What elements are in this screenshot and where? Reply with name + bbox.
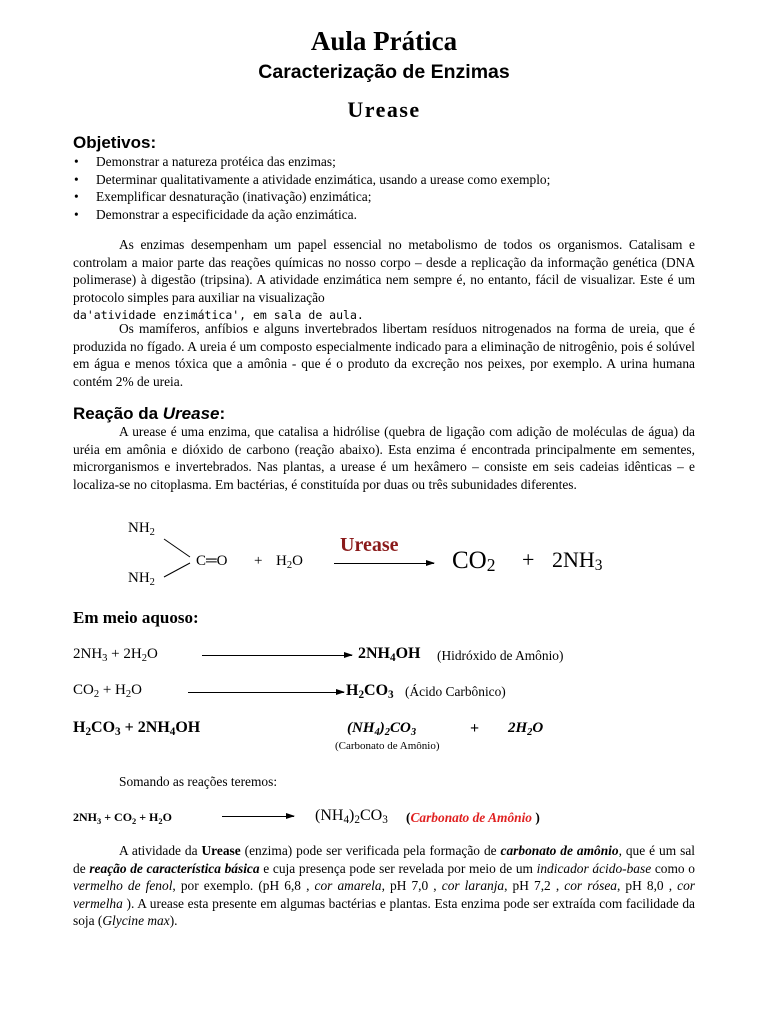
eq4-note: (Carbonato de Amônio ) — [406, 810, 540, 825]
reaction-arrow — [334, 563, 434, 564]
reaction-heading: Reação da Urease: — [73, 404, 226, 423]
nh3-product: $2NH_3$ — [552, 547, 603, 574]
co2-product: $CO_2$ — [452, 547, 496, 575]
objectives-list — [74, 153, 550, 223]
eq3-product: $(NH_4)_2CO_3$ — [347, 720, 417, 738]
eq2-product: $H_2CO_3$ — [346, 682, 394, 701]
eq3-water: $2H_2O$ — [508, 720, 544, 738]
topic-title: Urease — [347, 97, 421, 122]
objective-item: • Exemplificar desnaturação (inativação) enzimática; — [74, 188, 550, 206]
nh2-top-label: $NH_2$ — [128, 520, 155, 538]
eq1-note: (Hidróxido de Amônio) — [437, 648, 564, 663]
eq1-reactants: $2NH_3 + 2H_2O$ — [73, 646, 158, 664]
eq2-arrow — [188, 692, 344, 693]
page-title: Aula Prática — [310, 26, 458, 56]
carbonyl-label: C═O — [196, 553, 228, 569]
objective-item: • Demonstrar a natureza protéica das enzimas; — [74, 153, 550, 171]
objective-item: • Determinar qualitativamente a atividade enzimática, usando a urease como exemplo; — [74, 171, 550, 189]
page-subtitle: Caracterização de Enzimas — [258, 61, 510, 83]
product-plus-sign: + — [522, 547, 535, 572]
closing-paragraph: A atividade da Urease (enzima) pode ser verificada pela formação de carbonato de amônio, que é um sal de reação de característica básica e cuja presença pode ser revelada por meio de um indicador ácido-base como o vermelho de fenol, por exemplo. (pH 6,8 , cor amarela, pH 7,0 , cor laranja, pH 7,2 , cor rósea, pH 8,0 , cor vermelha ). A urease esta presente em algumas bactérias e plantas. Esta enzima pode ser extraída com facilidade da soja (Glycine max). — [73, 843, 695, 929]
objectives-heading: Objetivos: — [73, 133, 157, 152]
urease-enzyme-label: Urease — [340, 534, 399, 556]
eq4-product: $(NH_4)_2CO_3$ — [315, 807, 388, 826]
bond-line-top — [164, 539, 190, 557]
summing-text: Somando as reações teremos: — [119, 774, 278, 789]
intro-paragraph-2: Os mamíferos, anfíbios e alguns invertebrados libertam resíduos nitrogenados na forma de ureia, que é produzida no fígado. A ureia é um composto especialmente indicado para a eliminação de nitrogênio, pois é solúvel em água e menos tóxica que a amônia - que é o produto da excreção nos peixes, por exemplo. A urina humana contém 2% de ureia. — [73, 321, 695, 389]
eq3-note: (Carbonato de Amônio) — [335, 740, 440, 752]
bond-line-bottom — [164, 563, 190, 577]
nh2-bottom-label: $NH_2$ — [128, 570, 155, 588]
eq2-reactants: $CO_2 + H_2O$ — [73, 682, 142, 700]
eq2-note: (Ácido Carbônico) — [405, 684, 506, 699]
reaction-paragraph: A urease é uma enzima, que catalisa a hidrólise (quebra de ligação com adição de moléculas de água) da uréia em amônia e dióxido de carbono (reação abaixo). Esta enzima é encontrada principalmente em sementes, microrganismos e invertebrados. Nas plantas, a urease é um hexâmero – consiste em seis cadeias idênticas – e localiza-se no citoplasma. Em bactérias, é constituída por duas ou três subunidades diferentes. — [73, 424, 695, 492]
eq3-reactants: $H_2CO_3 + 2NH_4OH$ — [73, 719, 201, 738]
eq3-plus: + — [470, 720, 480, 737]
aqueous-heading: Em meio aquoso: — [73, 608, 199, 627]
eq4-arrow — [222, 816, 294, 817]
intro-paragraph-1: As enzimas desempenham um papel essencial no metabolismo de todos os organismos. Catalisam e controlam a maior parte das reações químicas no nosso corpo – desde a replicação da informação genética (DNA polimerase) à digestão (tripsina). A atividade enzimática nem sempre é, no entanto, fácil de visualizar. Este é um protocolo simples para auxiliar na visualização da'atividade enzimática', em sala de aula. — [73, 237, 695, 323]
urea-bonds — [160, 535, 200, 580]
eq1-product: $2NH_4OH$ — [358, 645, 421, 664]
objective-item: • Demonstrar a especificidade da ação enzimática. — [74, 206, 550, 224]
water-label: $H_2O$ — [276, 553, 303, 571]
eq4-reactants: $2NH_3 + CO_2 + H_2O$ — [73, 810, 172, 826]
plus-sign: + — [254, 553, 263, 569]
eq1-arrow — [202, 655, 352, 656]
